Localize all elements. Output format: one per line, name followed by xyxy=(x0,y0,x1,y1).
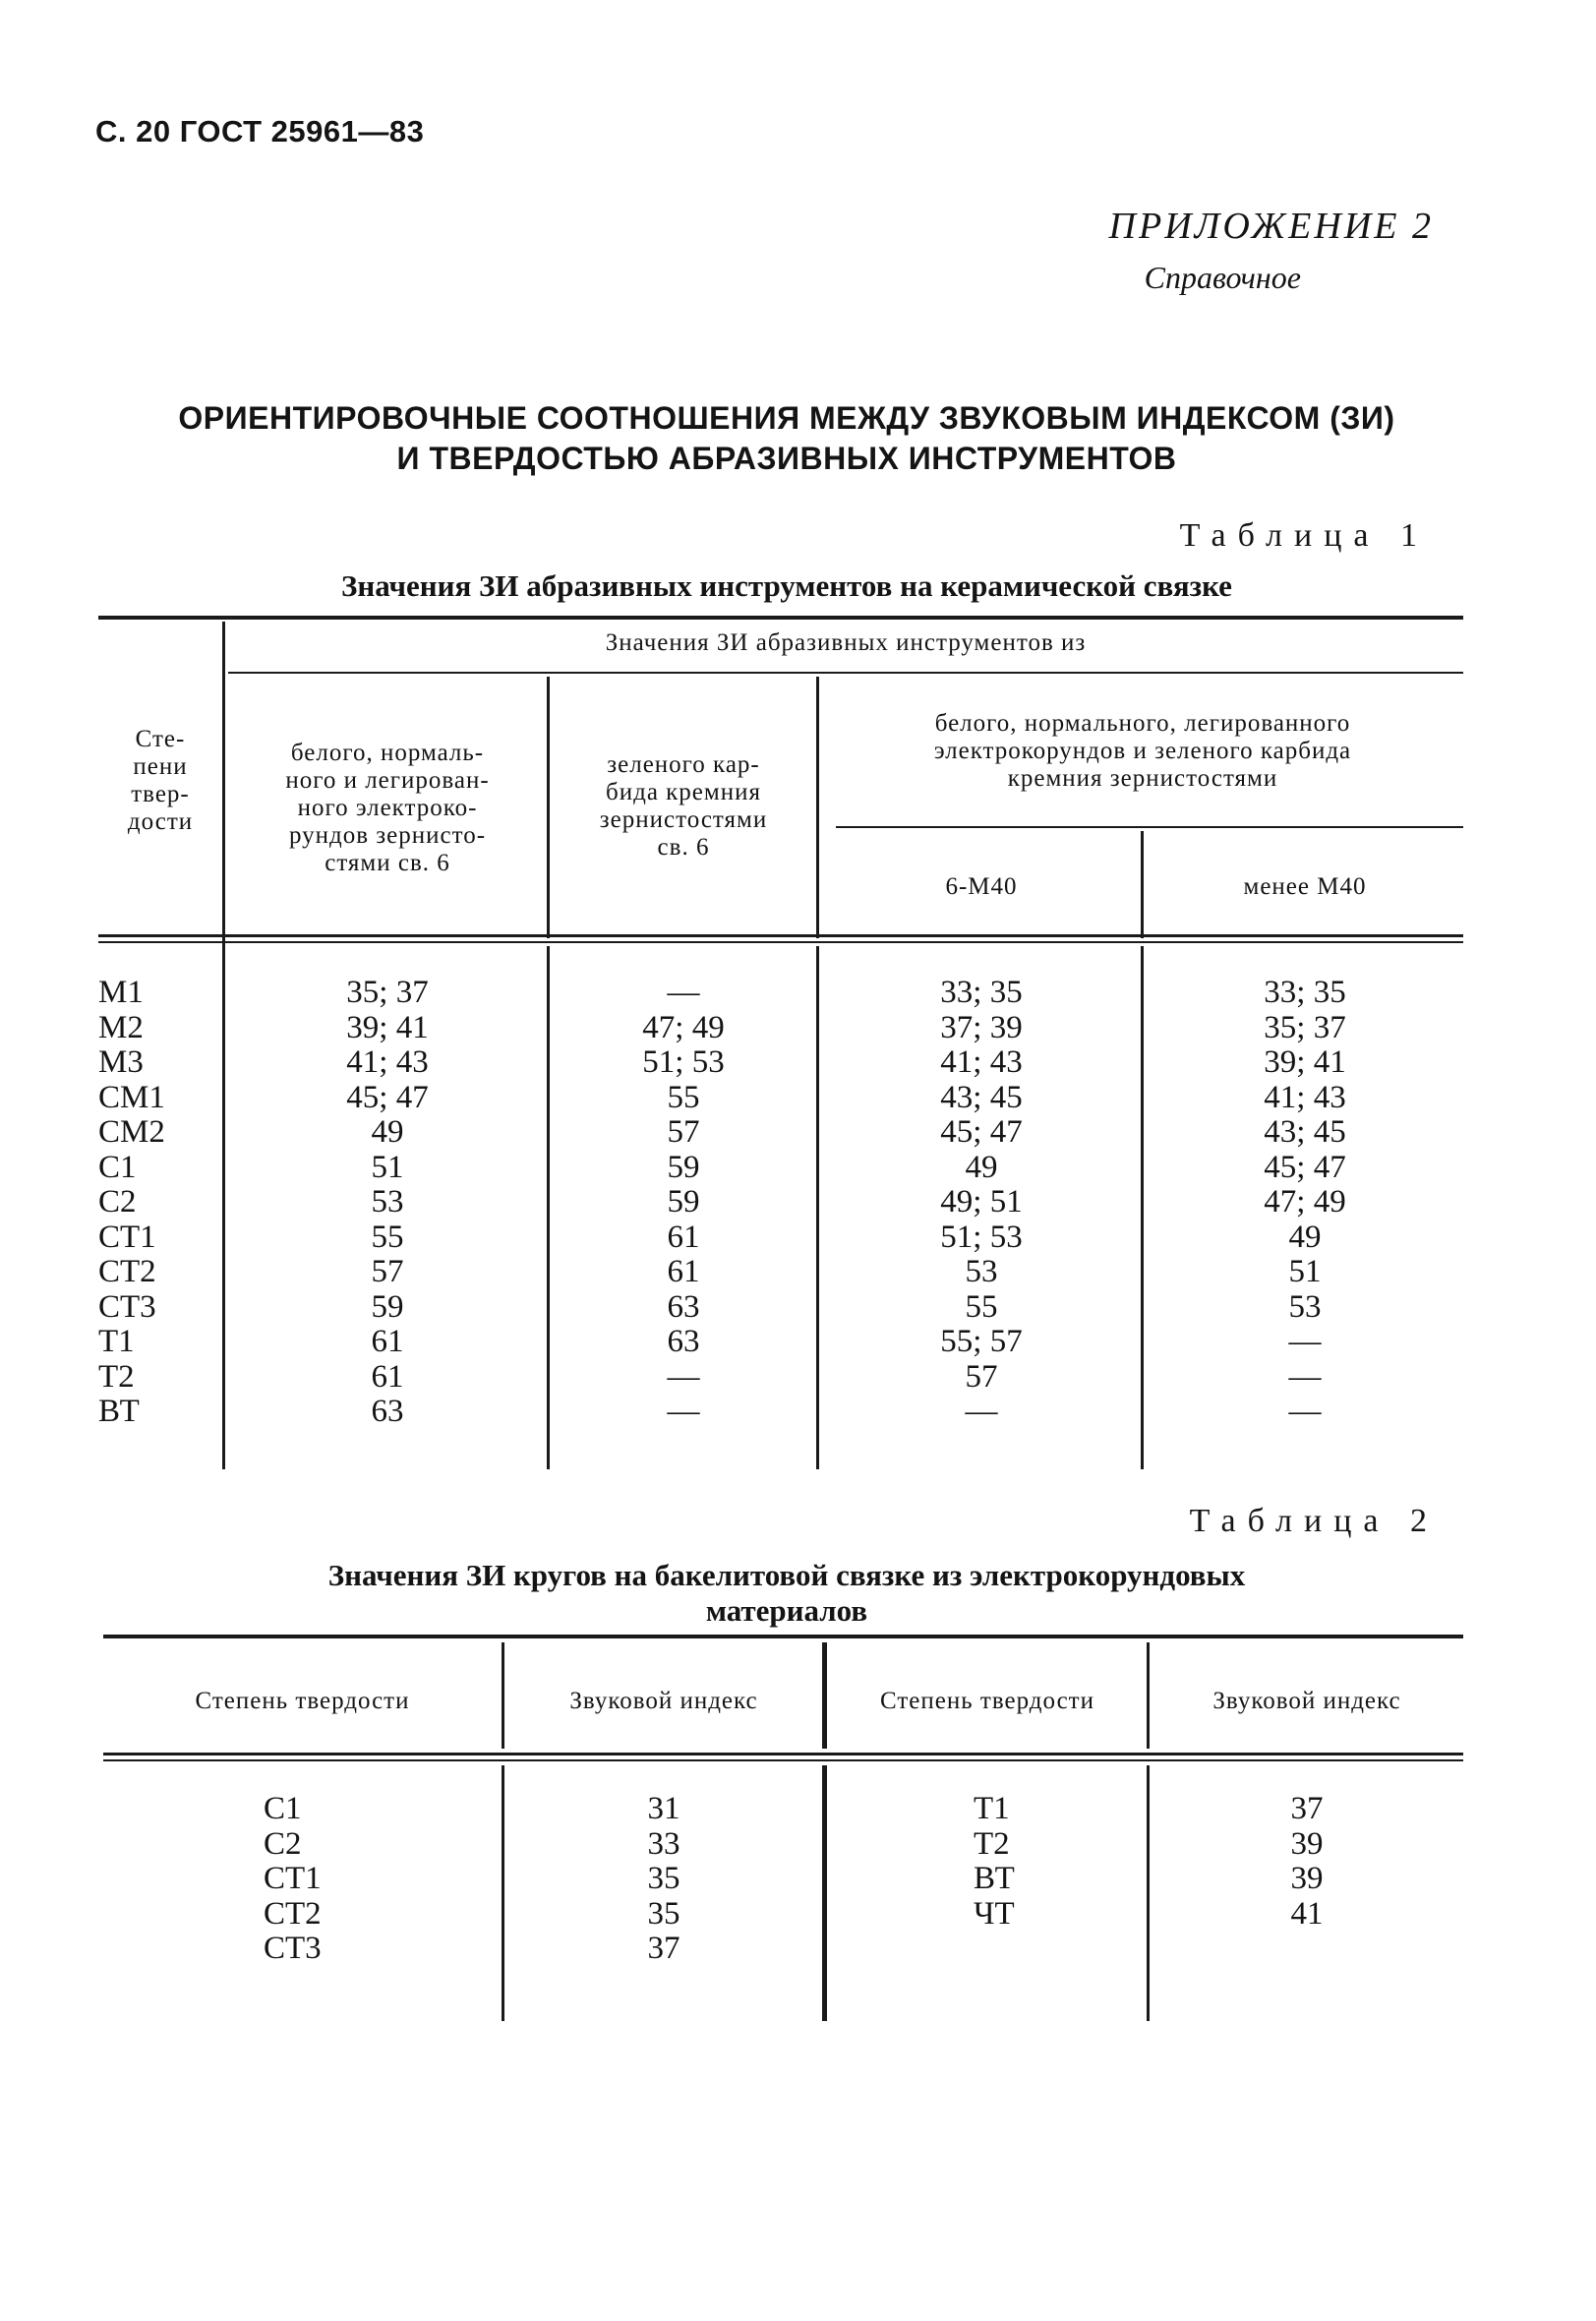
t2-cell-index: 35 xyxy=(647,1861,680,1896)
t1-cell-col2: 59 xyxy=(667,1184,700,1220)
t1-cell-col1: 39; 41 xyxy=(346,1009,429,1045)
t1-header-col34: белого, нормального, легированного электрокорундов и зеленого карбида кремния зернистостями xyxy=(933,710,1352,792)
table1-header-rule-2 xyxy=(98,941,1463,943)
table1-vrule-3b xyxy=(816,946,819,1469)
t1-cell-col1: 61 xyxy=(371,1324,404,1359)
t1-cell-col1: 41; 43 xyxy=(346,1044,429,1080)
t1-cell-grade: СМ2 xyxy=(98,1114,165,1150)
table1-caption: Значения ЗИ абразивных инструментов на керамической связке xyxy=(341,568,1232,603)
t2-cell-index: 41 xyxy=(1290,1895,1324,1932)
t2-right-grade-column xyxy=(974,1792,1121,1932)
t1-cell-col4: — xyxy=(1288,1394,1322,1429)
table1-vrule-1 xyxy=(222,622,225,1469)
t1-cell-col1: 61 xyxy=(371,1358,404,1395)
t1-col1-values xyxy=(228,976,547,1430)
t1-cell-col3: 49; 51 xyxy=(940,1184,1023,1220)
t1-cell-col4: 47; 49 xyxy=(1264,1184,1346,1220)
table2-label: Таблица 2 xyxy=(1189,1503,1439,1539)
table1-vrule-2b xyxy=(547,946,550,1469)
t1-cell-col3: — xyxy=(965,1394,998,1429)
t2-cell-grade: СТ3 xyxy=(264,1931,322,1966)
t1-cell-col1: 57 xyxy=(371,1254,404,1289)
t1-cell-col2: 63 xyxy=(667,1288,700,1325)
t2-cell-index: 39 xyxy=(1290,1825,1324,1862)
t2-cell-index: 37 xyxy=(1290,1791,1324,1826)
main-title-line-1: ОРИЕНТИРОВОЧНЫЕ СООТНОШЕНИЯ МЕЖДУ ЗВУКОВЫМ ИНДЕКСОМ (ЗИ) xyxy=(178,400,1395,436)
t1-cell-col4: — xyxy=(1288,1324,1322,1359)
t1-cell-col3: 41; 43 xyxy=(940,1044,1023,1080)
t1-cell-col2: 55 xyxy=(667,1079,700,1115)
t1-header-group: Значения ЗИ абразивных инструментов из xyxy=(605,629,1087,656)
t1-cell-col2: 47; 49 xyxy=(642,1009,725,1045)
t1-cell-col3: 53 xyxy=(965,1254,998,1289)
t2-cell-grade: СТ1 xyxy=(264,1861,322,1896)
t1-header-col1: белого, нормаль- ного и легирован- ного электроко- рундов зернисто- стями св. 6 xyxy=(285,740,490,876)
table2-caption: Значения ЗИ кругов на бакелитовой связке из электрокорундовых материалов xyxy=(327,1558,1246,1628)
t1-cell-col4: 39; 41 xyxy=(1264,1044,1346,1080)
t2-cell-grade: ВТ xyxy=(974,1861,1015,1896)
t1-cell-grade: Т1 xyxy=(98,1324,135,1359)
t1-cell-col1: 53 xyxy=(371,1184,404,1220)
t1-cell-col4: — xyxy=(1288,1358,1322,1395)
t1-cell-col3: 45; 47 xyxy=(940,1114,1023,1150)
table2-vrule-1b xyxy=(502,1765,504,2021)
table2-header-rule-2 xyxy=(103,1759,1463,1761)
table1-subgroup-rule xyxy=(836,826,1463,828)
t1-cell-grade: М3 xyxy=(98,1044,144,1080)
table2-vrule-2b xyxy=(822,1765,827,2021)
t1-header-col4: менее М40 xyxy=(1243,873,1367,900)
t1-cell-grade: СТ3 xyxy=(98,1288,156,1325)
t2-cell-index: 39 xyxy=(1290,1861,1324,1896)
t2-cell-index: 31 xyxy=(647,1791,680,1826)
t1-cell-col3: 55 xyxy=(965,1288,998,1325)
t1-cell-grade: СТ2 xyxy=(98,1254,156,1289)
t1-cell-col1: 59 xyxy=(371,1288,404,1325)
t1-cell-col2: — xyxy=(667,1358,700,1395)
t1-col4-values xyxy=(1147,976,1463,1430)
table2-vrule-2a xyxy=(822,1642,827,1749)
t1-cell-grade: Т2 xyxy=(98,1358,135,1395)
t1-cell-grade: С1 xyxy=(98,1149,137,1185)
t2-cell-index: 33 xyxy=(647,1825,680,1862)
t1-cell-col2: 51; 53 xyxy=(642,1044,725,1080)
t1-header-col3: 6-М40 xyxy=(945,873,1018,900)
t1-cell-col1: 51 xyxy=(371,1149,404,1185)
t1-cell-col4: 49 xyxy=(1288,1219,1322,1255)
table1-label: Таблица 1 xyxy=(1179,517,1429,554)
t2-header-hardness-2: Степень твердости xyxy=(880,1688,1094,1714)
t2-header-index-1: Звуковой индекс xyxy=(569,1688,758,1714)
table1-vrule-3a xyxy=(816,677,819,938)
table1-vrule-4b xyxy=(1141,946,1144,1469)
t2-cell-grade: ЧТ xyxy=(974,1895,1015,1932)
t1-cell-col4: 43; 45 xyxy=(1264,1114,1346,1150)
t1-cell-col4: 33; 35 xyxy=(1264,975,1346,1010)
t1-cell-grade: ВТ xyxy=(98,1394,140,1429)
t2-left-grade-column xyxy=(264,1792,460,1967)
t1-col3-values xyxy=(822,976,1141,1430)
t1-cell-col2: 61 xyxy=(667,1219,700,1255)
t2-cell-grade: Т2 xyxy=(974,1825,1010,1862)
t1-cell-grade: СМ1 xyxy=(98,1079,165,1115)
table2-vrule-3a xyxy=(1147,1642,1150,1749)
t1-cell-col2: 61 xyxy=(667,1254,700,1289)
t1-cell-col2: — xyxy=(667,1394,700,1429)
table2-vrule-3b xyxy=(1147,1765,1150,2021)
table2-vrule-1a xyxy=(502,1642,504,1749)
appendix-label: ПРИЛОЖЕНИЕ 2 xyxy=(1108,206,1434,247)
t1-cell-col4: 41; 43 xyxy=(1264,1079,1346,1115)
t2-right-index-column xyxy=(1151,1792,1463,1932)
t1-cell-grade: СТ1 xyxy=(98,1219,156,1255)
t1-cell-grade: М2 xyxy=(98,1009,144,1045)
t2-header-hardness-1: Степень твердости xyxy=(195,1688,410,1714)
t1-col2-values xyxy=(551,976,816,1430)
table1-header-rule-1 xyxy=(98,934,1463,937)
t2-cell-grade: Т1 xyxy=(974,1791,1010,1826)
table1-group-rule xyxy=(228,672,1463,674)
t1-cell-col4: 51 xyxy=(1288,1254,1322,1289)
t1-cell-col4: 45; 47 xyxy=(1264,1149,1346,1185)
t1-cell-col1: 63 xyxy=(371,1394,404,1429)
t1-cell-grade: М1 xyxy=(98,975,144,1010)
t1-cell-col3: 37; 39 xyxy=(940,1009,1023,1045)
t1-cell-col4: 53 xyxy=(1288,1288,1322,1325)
t1-cell-col1: 45; 47 xyxy=(346,1079,429,1115)
t1-cell-col3: 43; 45 xyxy=(940,1079,1023,1115)
table2-top-rule xyxy=(103,1635,1463,1638)
t1-cell-col2: 59 xyxy=(667,1149,700,1185)
t1-header-col2: зеленого кар- бида кремния зернистостями св. 6 xyxy=(599,751,768,861)
page-header: С. 20 ГОСТ 25961—83 xyxy=(95,114,425,149)
t1-cell-col3: 49 xyxy=(965,1149,998,1185)
t2-header-index-2: Звуковой индекс xyxy=(1212,1688,1401,1714)
table2-header-rule-1 xyxy=(103,1753,1463,1756)
t1-cell-col3: 55; 57 xyxy=(940,1324,1023,1359)
t1-cell-col3: 57 xyxy=(965,1358,998,1395)
table1-vrule-4a xyxy=(1141,831,1144,938)
t2-cell-index: 37 xyxy=(647,1931,680,1966)
t1-cell-col4: 35; 37 xyxy=(1264,1009,1346,1045)
t1-header-hardness: Сте- пени твер- дости xyxy=(127,726,194,835)
table1-top-rule xyxy=(98,616,1463,620)
t2-cell-grade: С1 xyxy=(264,1791,302,1826)
t2-left-index-column xyxy=(505,1792,822,1967)
t2-cell-index: 35 xyxy=(647,1895,680,1932)
t2-cell-grade: С2 xyxy=(264,1825,302,1862)
t1-cell-col3: 51; 53 xyxy=(940,1219,1023,1255)
t1-cell-col1: 55 xyxy=(371,1219,404,1255)
main-title xyxy=(59,398,1514,479)
t1-cell-col1: 49 xyxy=(371,1114,404,1150)
t1-cell-col3: 33; 35 xyxy=(940,975,1023,1010)
table1-vrule-2a xyxy=(547,677,550,938)
t2-cell-grade: СТ2 xyxy=(264,1895,322,1932)
t1-cell-col2: 57 xyxy=(667,1114,700,1150)
appendix-sublabel: Справочное xyxy=(1144,260,1301,295)
t1-grade-column xyxy=(98,976,216,1430)
t1-cell-col2: — xyxy=(667,975,700,1010)
main-title-line-2: И ТВЕРДОСТЬЮ АБРАЗИВНЫХ ИНСТРУМЕНТОВ xyxy=(396,441,1177,476)
t1-cell-col1: 35; 37 xyxy=(346,975,429,1010)
t1-cell-col2: 63 xyxy=(667,1324,700,1359)
t1-cell-grade: С2 xyxy=(98,1184,137,1220)
